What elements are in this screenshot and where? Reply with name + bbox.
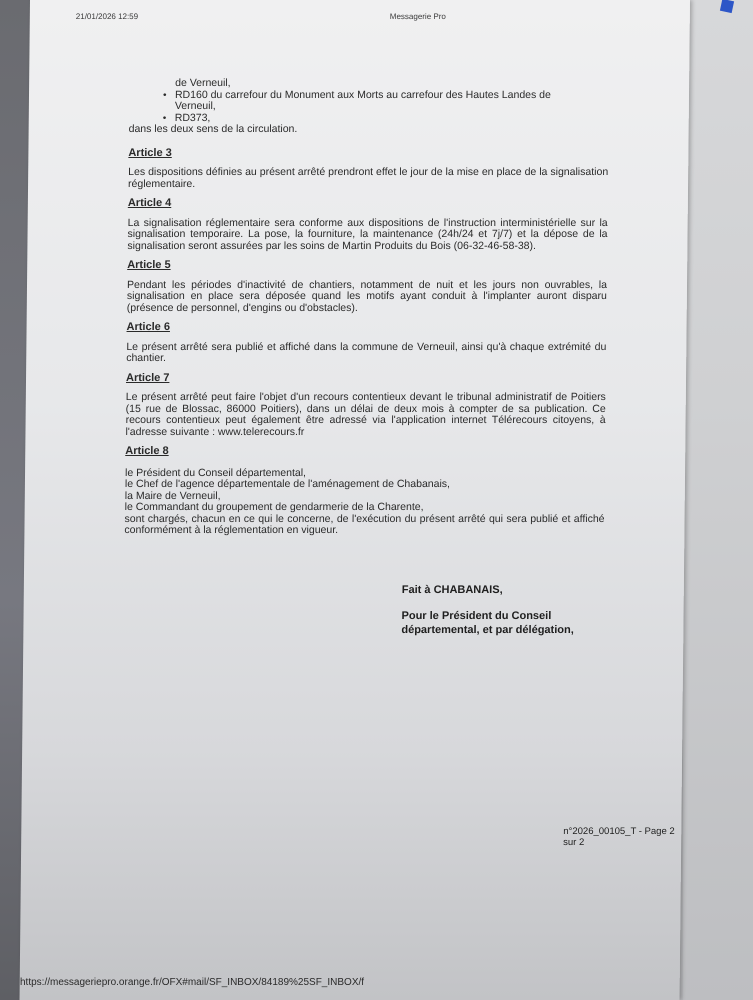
article-text: Le présent arrêté peut faire l'objet d'un recours contentieux devant le tribunal administratif de Poitiers (15 rue de Blossac, 86000 Poitiers), dans un délai de deux mois à compter de sa publication. Ce recours contentieux peut également être adressé via l'application internet Télérecours citoyens, à l'adresse suivante : www.telerecours.fr <box>125 391 606 438</box>
article-8-closing: sont chargés, chacun en ce qui le concerne, de l'exécution du présent arrêté qui sera publié et affiché conformément à la réglementation en vigueur. <box>124 512 605 536</box>
document-body <box>124 78 609 537</box>
blue-object-edge <box>720 0 734 13</box>
article-heading: Article 3 <box>128 146 172 159</box>
print-datetime: 21/01/2026 12:59 <box>75 12 139 21</box>
article-6 <box>126 322 606 365</box>
signoff-place: Fait à CHABANAIS, <box>401 584 503 596</box>
road-rd160: RD160 du carrefour du Monument aux Morts au carrefour des Hautes Landes de <box>174 88 551 101</box>
print-url: https://messageriepro.orange.fr/OFX#mail/SF_INBOX/84189%25SF_INBOX/f <box>20 977 365 988</box>
bullet-icon: • <box>162 89 167 101</box>
signoff-delegation-line2: départemental, et par délégation, <box>401 624 574 636</box>
printed-page <box>20 0 690 1000</box>
road-rd373: RD373, <box>174 111 211 124</box>
print-app-title: Messagerie Pro <box>389 12 446 21</box>
article-3 <box>128 148 608 191</box>
recipient: la Maire de Verneuil, <box>124 489 221 502</box>
article-7 <box>125 373 606 439</box>
desk-background-right <box>683 0 753 1000</box>
list-item: de Verneuil, <box>175 77 231 89</box>
circulation-note: dans les deux sens de la circulation. <box>128 123 298 135</box>
article-text: Le présent arrêté sera publié et affiché dans la commune de Verneuil, ainsi qu'à chaque extrémité du chantier. <box>126 340 607 364</box>
list-item <box>162 111 609 125</box>
article-8 <box>124 446 605 537</box>
bullet-icon: • <box>162 112 167 124</box>
article-heading: Article 7 <box>125 371 170 384</box>
article-text: Les dispositions définies au présent arrêté prendront effet le jour de la mise en place de la signalisation réglementaire. <box>128 166 609 190</box>
road-list <box>162 77 609 124</box>
list-item <box>162 88 609 102</box>
article-5 <box>127 260 608 314</box>
recipient: le Commandant du groupement de gendarmerie de la Charente, <box>124 501 424 513</box>
list-item: Verneuil, <box>174 100 216 112</box>
article-heading: Article 6 <box>126 321 171 333</box>
page-reference: n°2026_00105_T - Page 2 sur 2 <box>563 826 675 848</box>
signoff-delegation-line1: Pour le Président du Conseil <box>401 610 552 622</box>
article-text: Pendant les périodes d'inactivité de chantiers, notamment de nuit et les jours non ouvrables, la signalisation en place sera déposée quand les motifs ayant conduit à l'implanter auront disparu (présence de personnel, d'engins ou d'obstacles). <box>126 278 608 314</box>
article-4 <box>127 198 608 252</box>
recipient: le Président du Conseil départemental, <box>124 466 307 479</box>
signature-block <box>401 583 574 637</box>
article-heading: Article 4 <box>127 197 172 209</box>
article-heading: Article 5 <box>127 259 171 271</box>
article-heading: Article 8 <box>125 445 169 457</box>
article-text: La signalisation réglementaire sera conforme aux dispositions de l'instruction interministérielle sur la signalisation temporaire. La pose, la fourniture, la maintenance (24h/24 et 7j/7) et la dépose de la signalisation seront assurées par les soins de Martin Produits du Bois (06-32-46-58-38). <box>127 216 608 252</box>
recipient: le Chef de l'agence départementale de l'aménagement de Chabanais, <box>124 478 451 490</box>
